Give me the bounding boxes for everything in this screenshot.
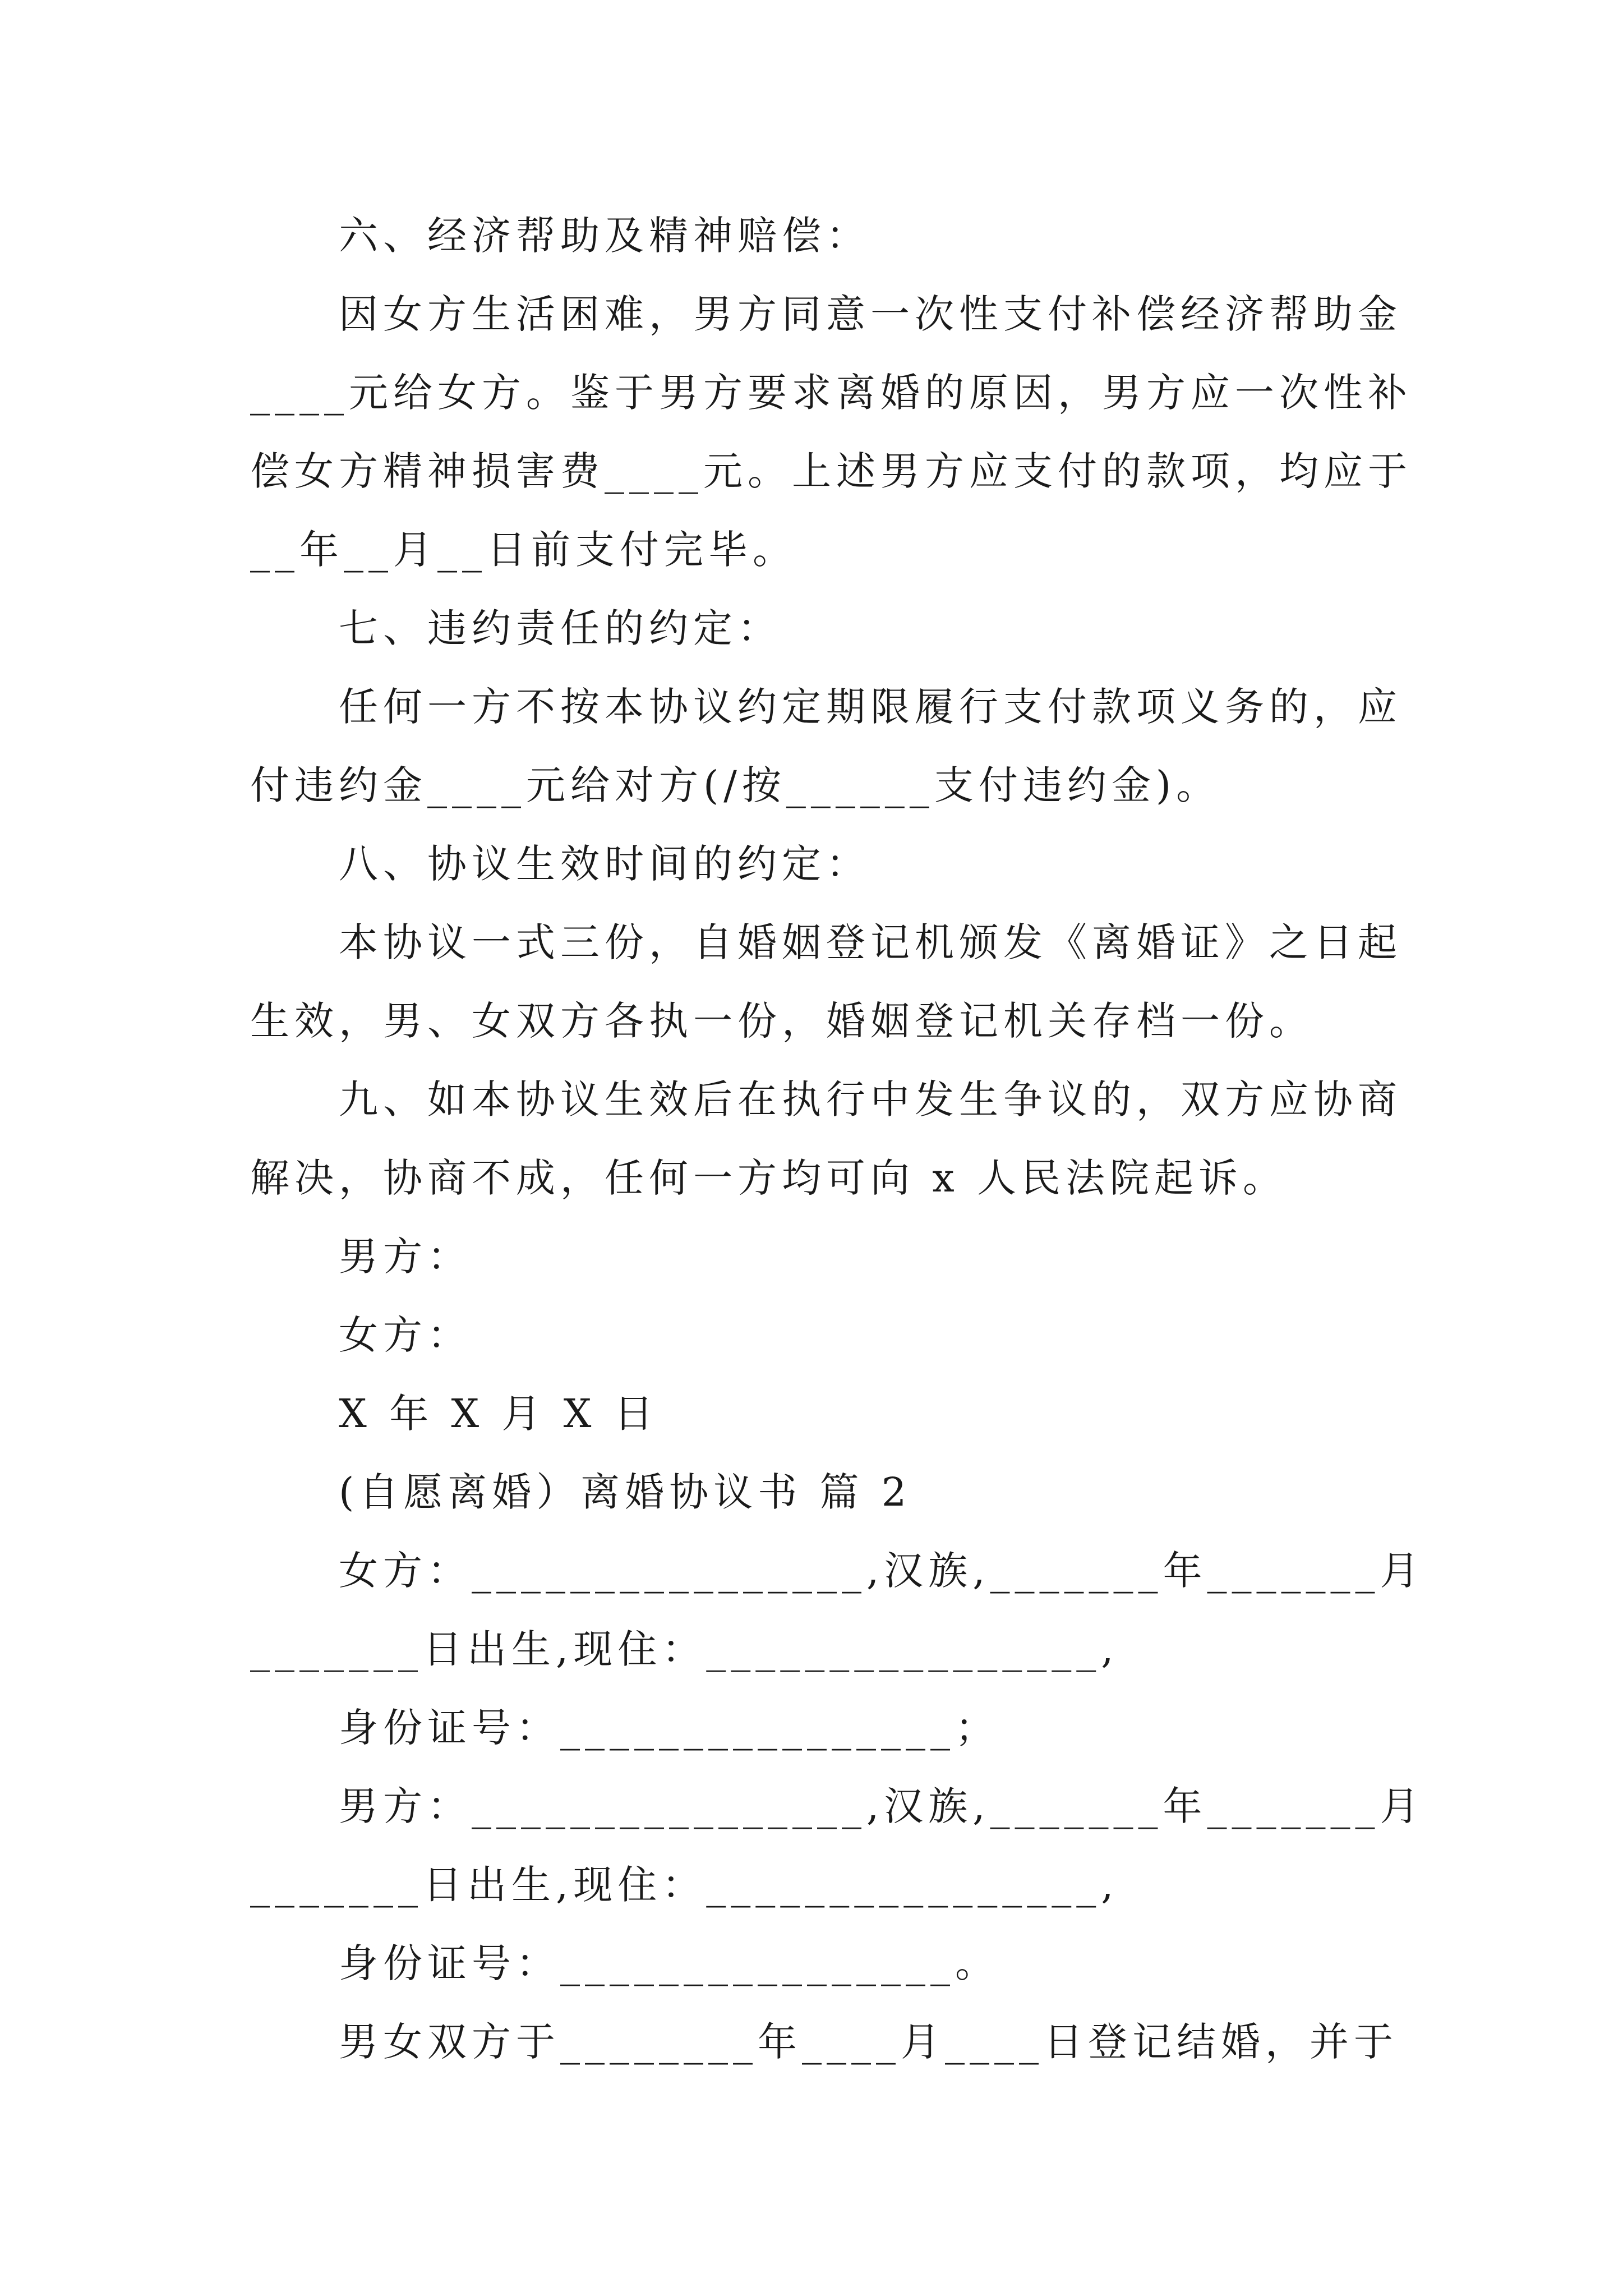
section-seven-heading: 七、违约责任的约定： — [339, 605, 782, 651]
section-six-text-line-1: 因女方生活困难，男方同意一次性支付补偿经济帮助金 — [339, 291, 1402, 337]
section-seven-text-line-2: 付违约金____元给对方(/按______支付违约金)。 — [250, 762, 1221, 808]
female-id-number: 身份证号：________________； — [339, 1705, 999, 1751]
section-six-text-line-2: ____元给女方。鉴于男方要求离婚的原因，男方应一次性补 — [250, 370, 1412, 416]
section-six-text-line-3: 偿女方精神损害费____元。上述男方应支付的款项，均应于 — [250, 448, 1412, 494]
section-nine-text-line-1: 九、如本协议生效后在执行中发生争议的，双方应协商 — [339, 1076, 1402, 1122]
section-seven-text-line-1: 任何一方不按本协议约定期限履行支付款项义务的，应 — [339, 684, 1402, 730]
male-party-line-1: 男方：________________,汉族,_______年_______月 — [339, 1783, 1424, 1829]
male-id-number: 身份证号：________________。 — [339, 1940, 999, 1986]
section-eight-text-line-2: 生效，男、女双方各执一份，婚姻登记机关存档一份。 — [250, 998, 1313, 1044]
female-party-line-1: 女方：________________,汉族,_______年_______月 — [339, 1548, 1424, 1594]
section-eight-heading: 八、协议生效时间的约定： — [339, 841, 870, 887]
male-signature-label: 男方： — [339, 1234, 472, 1280]
female-signature-label: 女方： — [339, 1312, 472, 1358]
section-six-heading: 六、经济帮助及精神赔偿： — [339, 213, 870, 259]
marriage-registration-line: 男女双方于________年____月____日登记结婚，并于 — [339, 2019, 1398, 2065]
section-six-text-line-4: __年__月__日前支付完毕。 — [250, 527, 797, 573]
signature-date: X 年 X 月 X 日 — [339, 1391, 658, 1437]
female-party-line-2: _______日出生,现住：________________, — [250, 1626, 1119, 1672]
agreement-2-title: (自愿离婚）离婚协议书 篇 2 — [339, 1469, 912, 1515]
section-eight-text-line-1: 本协议一式三份，自婚姻登记机颁发《离婚证》之日起 — [339, 919, 1402, 965]
male-party-line-2: _______日出生,现住：________________, — [250, 1862, 1119, 1908]
section-nine-text-line-2: 解决，协商不成，任何一方均可向 x 人民法院起诉。 — [250, 1155, 1287, 1201]
